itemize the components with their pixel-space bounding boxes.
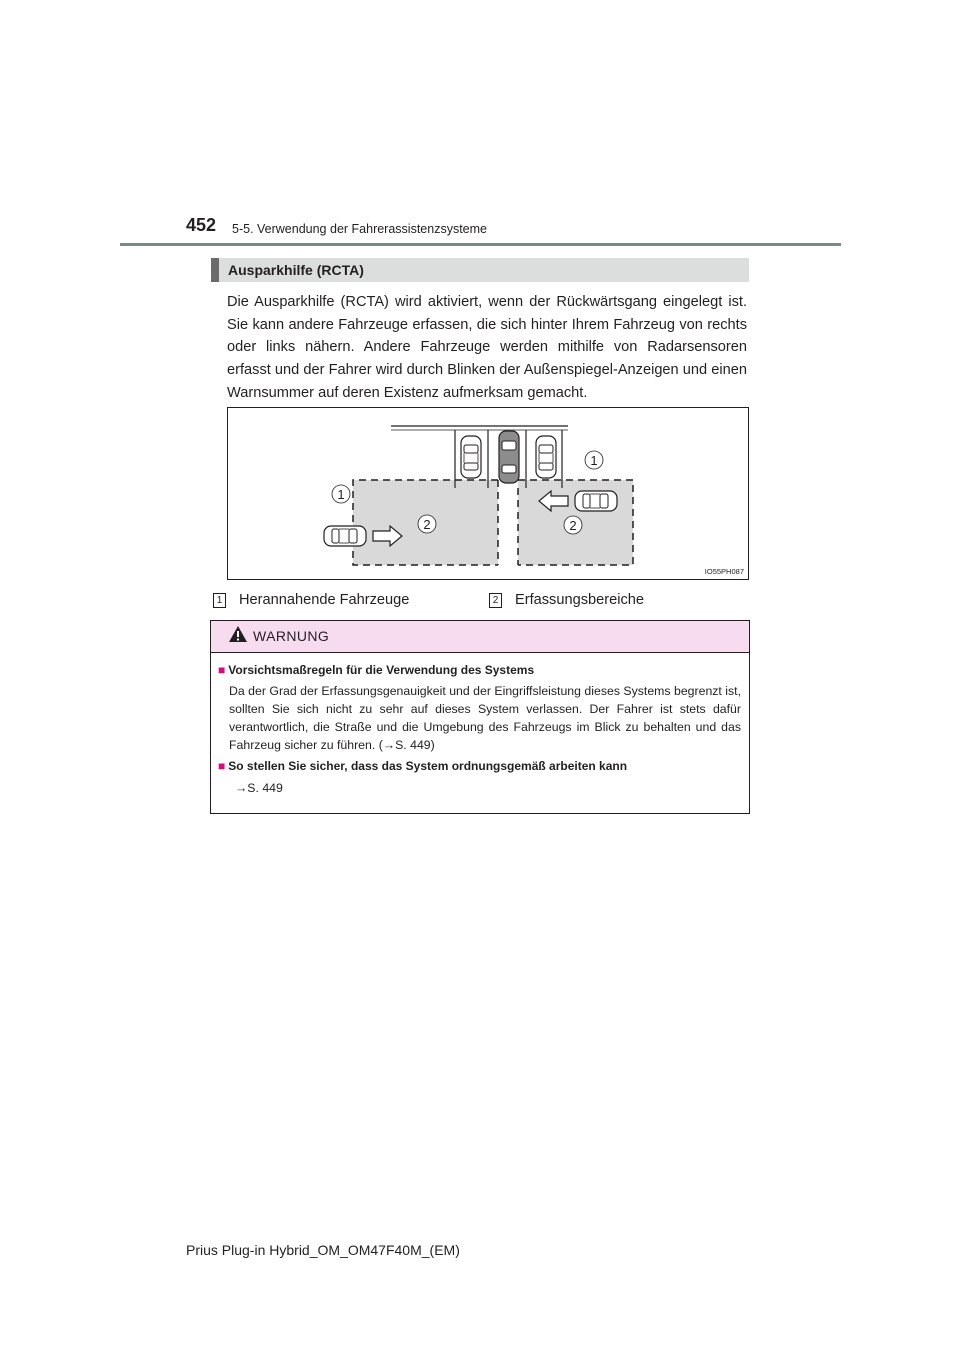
- chapter-title: 5-5. Verwendung der Fahrerassistenzsysteme: [232, 222, 487, 236]
- legend-label: Erfassungsbereiche: [515, 592, 644, 608]
- page-number: 452: [186, 215, 217, 235]
- warning-title: WARNUNG: [253, 628, 330, 644]
- footer-text: Prius Plug-in Hybrid_OM_OM47F40M_(EM): [186, 1242, 460, 1258]
- legend-item-approaching-vehicles: [213, 592, 409, 608]
- warning-item-title: ■ Vorsichtsmaßregeln für die Verwendung des Systems: [218, 663, 535, 677]
- legend-label: Herannahende Fahrzeuge: [239, 592, 410, 608]
- legend-item-detection-areas: [489, 592, 644, 608]
- parked-car: [536, 436, 556, 478]
- warning-box: [210, 620, 750, 814]
- intro-paragraph: Die Ausparkhilfe (RCTA) wird aktiviert, wenn der Rückwärtsgang eingelegt ist. Sie kann andere Fahrzeuge erfassen, die sich hinter Ihrem Fahrzeug von rechts oder links nähern. Andere Fahrzeuge werden mithilfe von Radarsensoren erfasst und der Fahrer wird durch Blinken der Außenspiegel-Anzeigen und einen Warnsummer auf deren Existenz aufmerksam gemacht.: [227, 294, 747, 401]
- svg-text:1: 1: [590, 453, 598, 468]
- svg-text:1: 1: [337, 487, 345, 502]
- legend-number: 1: [213, 593, 226, 608]
- approaching-car-left: [324, 526, 366, 546]
- figure-code: IO55PH087: [704, 567, 744, 576]
- own-car: [499, 431, 519, 483]
- callout-2-right: [564, 516, 582, 534]
- parked-car: [461, 436, 481, 478]
- warning-item-text: →S. 449: [235, 781, 283, 795]
- svg-text:2: 2: [569, 518, 577, 533]
- section-heading: Ausparkhilfe (RCTA): [211, 258, 749, 282]
- approaching-car-right: [575, 491, 617, 511]
- header-rule: [120, 243, 841, 246]
- svg-text:2: 2: [423, 517, 431, 532]
- warning-item-text: Da der Grad der Erfassungsgenauigkeit und der Eingriffsleistung dieses Systems begrenzt ist, sollten Sie sich nicht zu sehr auf dieses System verlassen. Der Fahrer ist stets dafür verantwortlich, die Straße und die Umgebung des Fahrzeugs im Blick zu behalten und das Fahrzeug sicher zu führen. (→S. 449): [229, 684, 741, 752]
- square-bullet-icon: ■: [218, 663, 226, 677]
- warning-item-title: ■ So stellen Sie sicher, dass das System ordnungsgemäß arbeiten kann: [218, 759, 628, 773]
- legend-number: 2: [489, 593, 502, 608]
- warning-header: [211, 621, 749, 653]
- warning-triangle-icon: [228, 625, 248, 643]
- callout-2-left: [418, 515, 436, 533]
- parking-illustration: [228, 408, 750, 581]
- callout-1-left: [332, 485, 350, 503]
- callout-1-right: [585, 451, 603, 469]
- square-bullet-icon: ■: [218, 759, 226, 773]
- rcta-diagram: [227, 407, 749, 580]
